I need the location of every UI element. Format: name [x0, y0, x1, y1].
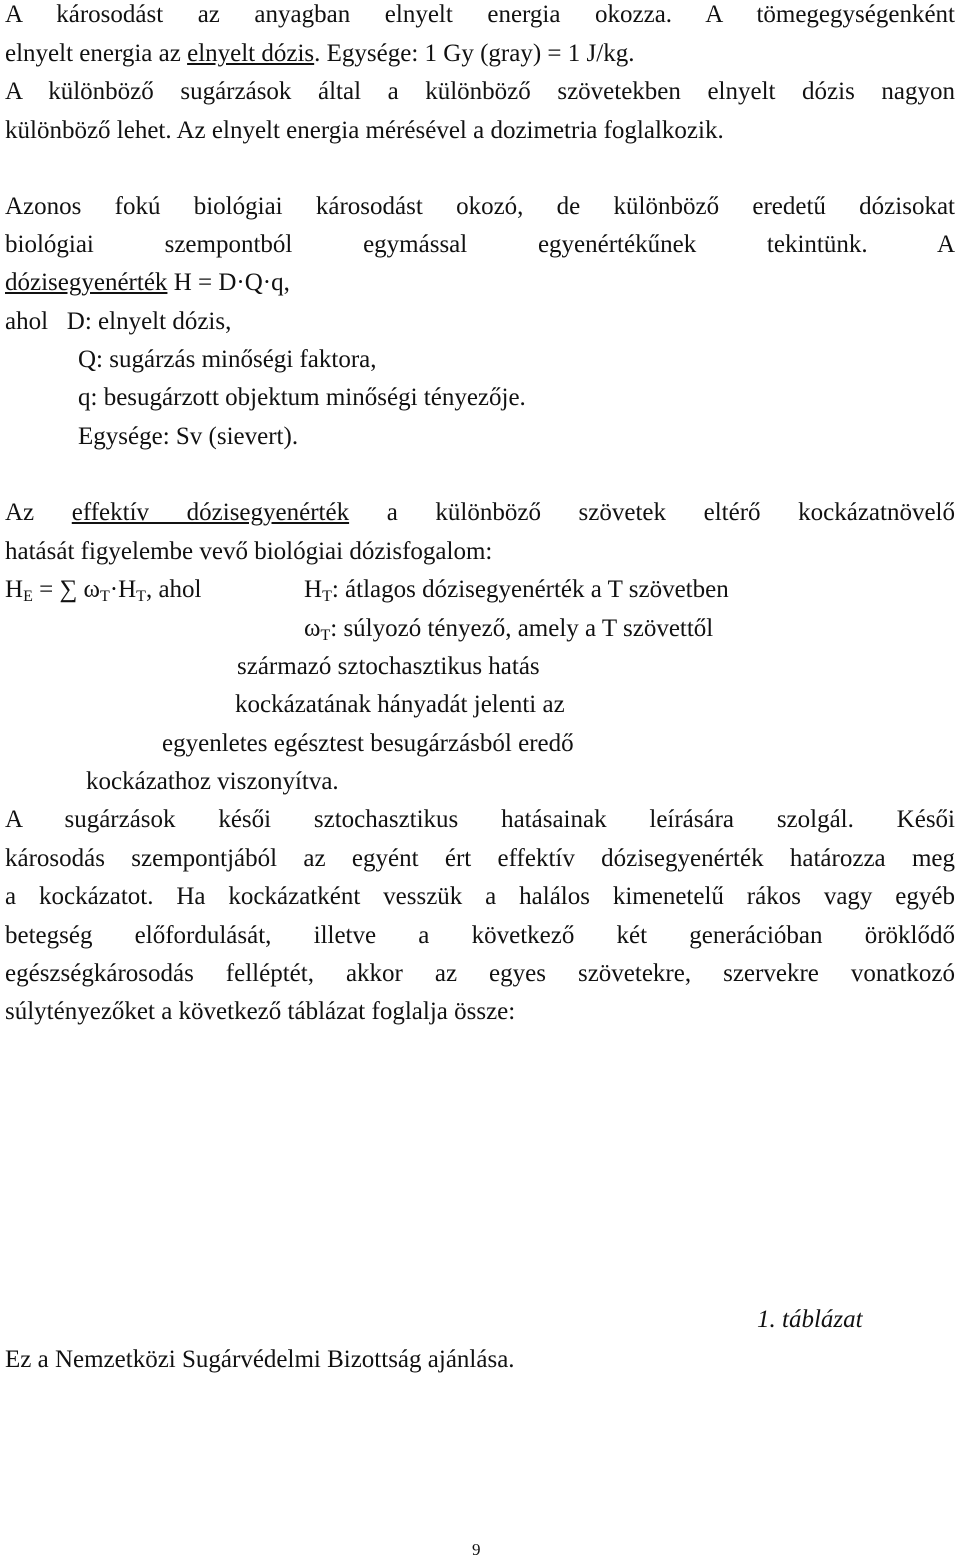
definition-wt	[304, 614, 713, 644]
p2-line-2: biológiai szempontból egymással egyenértékűnek tekintünk. A	[5, 231, 955, 258]
p1-line-3: A különböző sugárzások által a különböző szövetekben elnyelt dózis nagyon	[5, 78, 955, 105]
p3-line-9: kockázathoz viszonyítva.	[86, 768, 339, 795]
term-elnyelt-dozis: elnyelt dózis	[187, 40, 315, 67]
p3-line-2: hatását figyelembe vevő biológiai dózisfogalom:	[5, 538, 493, 565]
def-w-sub: T	[320, 627, 331, 644]
formula-h: H	[5, 576, 24, 603]
p4-line-3: a kockázatot. Ha kockázatként vesszük a halálos kimenetelű rákos vagy egyéb	[5, 883, 955, 910]
page-number: 9	[472, 1540, 481, 1559]
p4-line-2: károsodás szempontjából az egyént ért effektív dózisegyenérték határozza meg	[5, 845, 955, 872]
p2-line-6: q: besugárzott objektum minőségi tényezője.	[78, 384, 526, 411]
p2-line-3	[5, 268, 290, 298]
footnote: Ez a Nemzetközi Sugárvédelmi Bizottság ajánlása.	[5, 1346, 515, 1373]
p3-line-6: származó sztochasztikus hatás	[237, 653, 540, 680]
p3-line-1	[5, 498, 955, 528]
formula-sum: = ∑ ω	[32, 576, 100, 603]
p1-line-2-post: . Egysége: 1 Gy (gray) = 1 J/kg.	[314, 40, 635, 67]
p3-line-1-post: a különböző szövetek eltérő kockázatnövelő	[349, 499, 956, 526]
table-caption: 1. táblázat	[757, 1306, 863, 1333]
def-h-text: : átlagos dózisegyenérték a T szövetben	[331, 576, 729, 603]
p3-line-8: egyenletes egésztest besugárzásból eredő	[162, 730, 574, 757]
p2-line-3-formula: H = D·Q·q,	[167, 269, 290, 296]
p3-line-1-pre: Az	[5, 499, 72, 526]
def-w-text: : súlyozó tényező, amely a T szövettől	[330, 615, 714, 642]
p4-line-4: betegség előfordulását, illetve a következő két generációban öröklődő	[5, 922, 955, 949]
def-h: H	[304, 576, 323, 603]
p1-line-2	[5, 39, 634, 69]
formula-ahol: , ahol	[145, 576, 202, 603]
formula-sub-t1: T	[99, 588, 110, 605]
p3-line-7: kockázatának hányadát jelenti az	[235, 691, 565, 718]
p1-line-4: különböző lehet. Az elnyelt energia mérésével a dozimetria foglalkozik.	[5, 117, 724, 144]
formula-he	[5, 575, 201, 605]
p1-line-2-pre: elnyelt energia az	[5, 40, 188, 67]
definition-ht	[304, 575, 729, 605]
formula-sub-e: E	[23, 588, 33, 605]
p2-line-1: Azonos fokú biológiai károsodást okozó, de különböző eredetű dózisokat	[5, 193, 955, 220]
term-dozisegyenertek: dózisegyenérték	[5, 269, 168, 296]
def-h-sub: T	[322, 588, 332, 605]
formula-h2: ·H	[109, 576, 137, 603]
formula-sub-t2: T	[136, 588, 146, 605]
p1-line-1: A károsodást az anyagban elnyelt energia okozza. A tömegegységenként	[5, 1, 955, 28]
p2-line-7: Egysége: Sv (sievert).	[78, 423, 299, 450]
p4-line-6: súlytényezőket a következő táblázat foglalja össze:	[5, 998, 516, 1025]
p2-line-4: ahol D: elnyelt dózis,	[5, 308, 232, 335]
p4-line-1: A sugárzások késői sztochasztikus hatásainak leírására szolgál. Késői	[5, 806, 955, 833]
p2-line-5: Q: sugárzás minőségi faktora,	[78, 346, 377, 373]
term-effektiv-dozisegyenertek: effektív dózisegyenérték	[71, 499, 350, 526]
def-w: ω	[304, 615, 321, 642]
p4-line-5: egészségkárosodás felléptét, akkor az egyes szövetekre, szervekre vonatkozó	[5, 960, 955, 987]
